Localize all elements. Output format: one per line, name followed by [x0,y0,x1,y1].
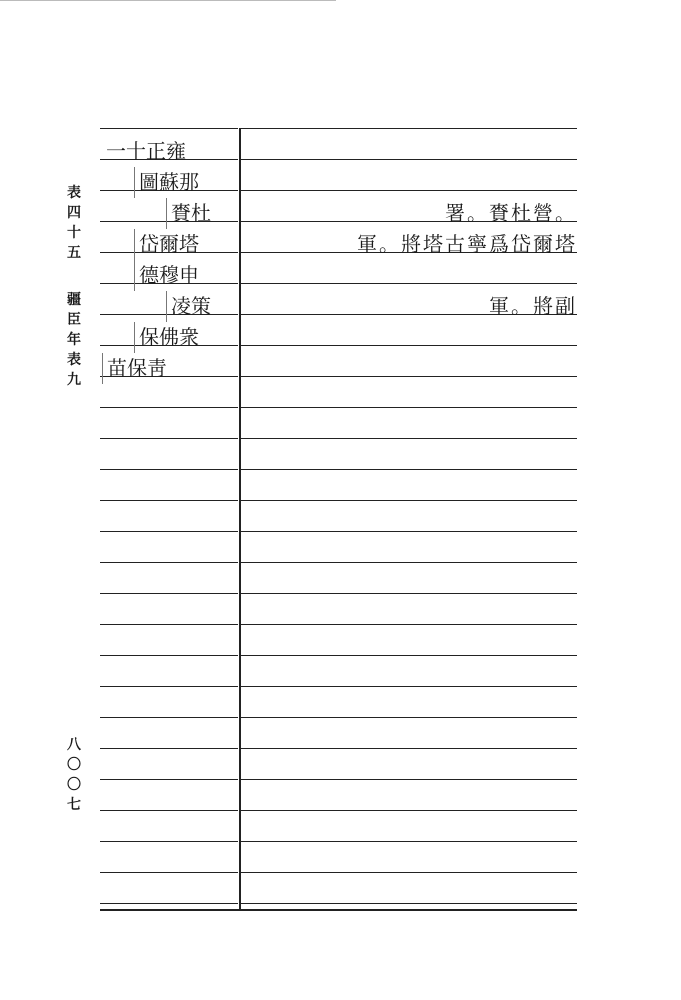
row-rule [241,655,577,656]
row-rule [100,469,238,470]
row-rule [241,841,577,842]
row-rule [100,810,238,811]
row-rule [241,376,577,377]
row-rule [241,190,577,191]
page-number: 八 〇 〇 七 [67,737,81,813]
column-divider [239,128,241,910]
row-rule [241,128,577,129]
row-rule [241,810,577,811]
names-cell-6: 凌策 [166,291,216,322]
row-rule [241,748,577,749]
row-rule [241,469,577,470]
row-rule [241,407,577,408]
row-rule [100,128,238,129]
row-rule [241,686,577,687]
row-rule [241,903,577,904]
row-rule [100,500,238,501]
names-cell-5: 德穆申 [134,260,204,291]
row-rule [100,748,238,749]
row-rule [241,159,577,160]
row-rule [241,500,577,501]
row-rule [100,407,238,408]
row-rule [241,593,577,594]
row-rule [241,283,577,284]
row-rule [100,841,238,842]
row-rule [241,345,577,346]
row-rule [241,562,577,563]
names-cell-7: 保佛衆 [134,322,204,353]
row-rule [100,562,238,563]
row-rule [100,655,238,656]
top-edge-rule [0,0,336,1]
names-cell-2: 圖蘇那 [134,167,204,198]
names-cell-3: 賚杜 [166,198,216,229]
names-cell-4: 岱爾塔 [134,229,204,260]
row-rule [241,531,577,532]
row-rule [100,717,238,718]
row-rule [100,686,238,687]
row-rule [241,779,577,780]
row-rule [241,438,577,439]
row-rule [100,593,238,594]
row-rule [100,438,238,439]
side-title-part2: 疆 臣 年 表 九 [67,292,81,388]
row-rule [241,717,577,718]
row-rule [100,624,238,625]
row-rule [100,531,238,532]
row-rule [241,624,577,625]
row-rule [241,872,577,873]
row-rule [100,903,238,904]
note-row-3: 署。賚杜營。 [445,201,577,225]
row-rule [100,779,238,780]
row-rule [100,872,238,873]
bottom-rule [100,909,577,911]
note-row-4: 軍。將塔古寧爲岱爾塔 [357,232,577,256]
names-cell-1: 一十正雍 [106,139,186,163]
side-title-part1: 表 四 十 五 [67,185,81,261]
names-cell-8: 苗保靑 [102,353,172,384]
note-row-6: 軍。將副 [489,294,577,318]
